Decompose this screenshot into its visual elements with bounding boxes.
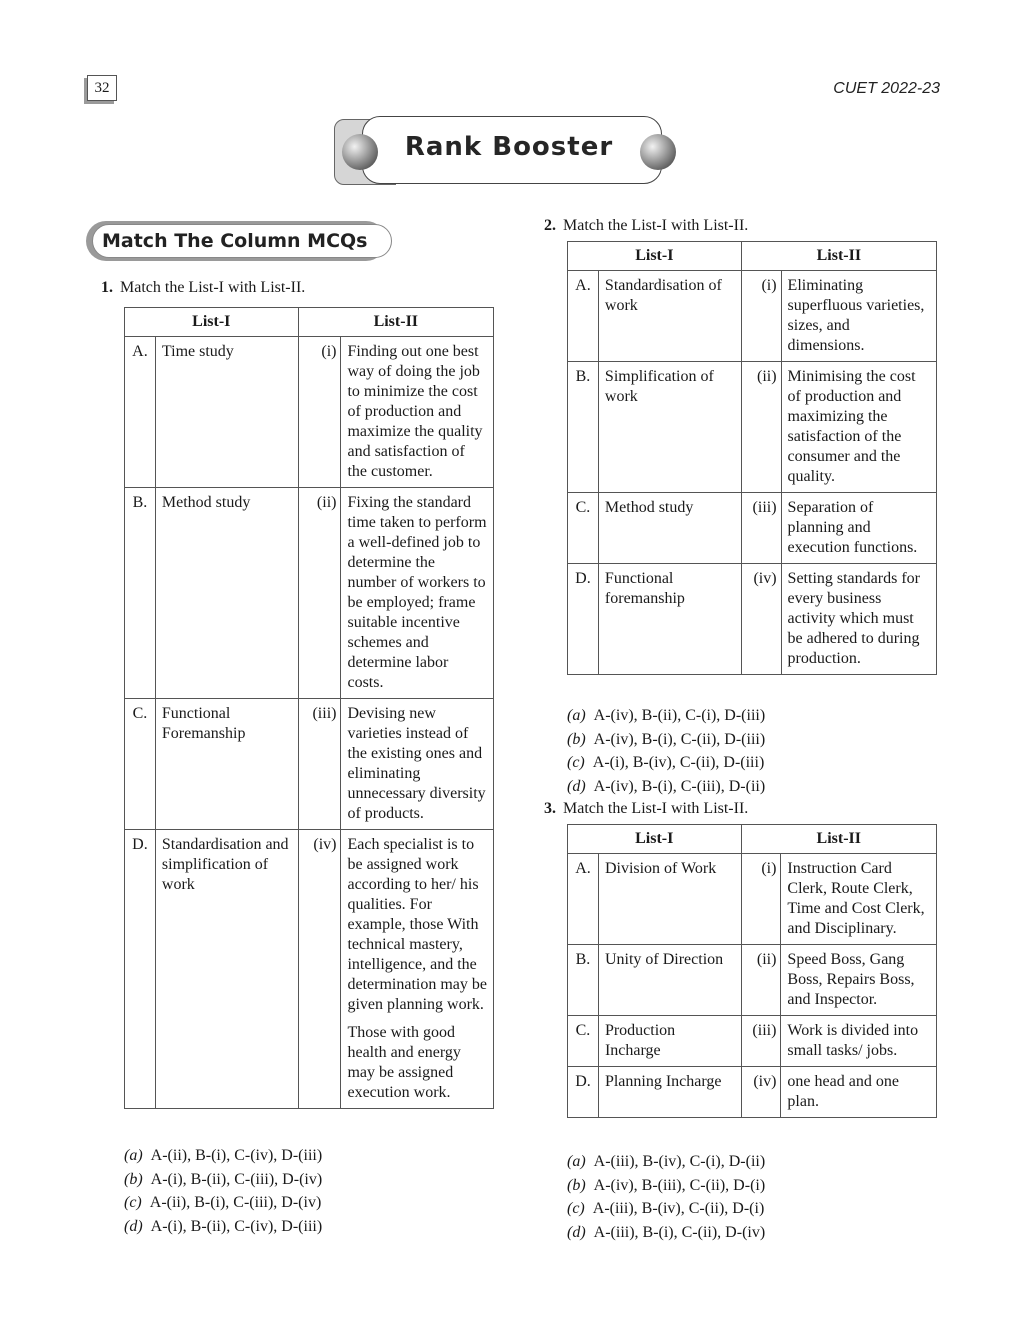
question-1-table: [124, 307, 494, 1109]
list-ii-item: Instruction Card Clerk, Route Clerk, Time and Cost Clerk, and Disciplinary.: [781, 854, 937, 945]
table-row: [125, 488, 494, 699]
question-number: 1.: [101, 279, 113, 296]
table-row: [568, 493, 937, 564]
option-text: A-(ii), B-(i), C-(iii), D-(iv): [149, 1194, 322, 1211]
list-ii-item-part-2: Those with good health and energy may be assigned execution work.: [347, 1024, 461, 1101]
list-i-item: Standardisation of work: [598, 271, 741, 362]
option-c[interactable]: [124, 1191, 322, 1215]
list-ii-number: (iv): [741, 564, 781, 675]
list-i-item: Functional foremanship: [598, 564, 741, 675]
row-letter: C.: [568, 1016, 599, 1067]
table-row: [568, 854, 937, 945]
option-a[interactable]: [124, 1144, 322, 1168]
row-letter: A.: [125, 337, 156, 488]
list-ii-item: Separation of planning and execution functions.: [781, 493, 936, 564]
option-label: (a): [567, 1153, 586, 1170]
option-text: A-(i), B-(ii), C-(iv), D-(iii): [150, 1217, 323, 1235]
option-label: (a): [567, 707, 586, 724]
sphere-icon-left: [342, 134, 378, 170]
list-ii-number: (iii): [741, 493, 781, 564]
list-ii-item: Eliminating superfluous varieties, sizes, and dimensions.: [781, 271, 936, 362]
table-row: [125, 699, 494, 830]
option-text: A-(iv), B-(iii), C-(ii), D-(i): [593, 1176, 766, 1194]
list-i-item: Functional Foremanship: [155, 699, 298, 830]
question-text: Match the List-I with List-II.: [563, 800, 749, 817]
list-ii-item: one head and one plan.: [781, 1067, 937, 1118]
question-number: 3.: [544, 800, 556, 817]
option-text: A-(iv), B-(i), C-(iii), D-(ii): [593, 777, 766, 795]
table-row: [568, 362, 937, 493]
row-letter: D.: [568, 1067, 599, 1118]
list-ii-number: (ii): [741, 362, 781, 493]
table-header-row: [568, 825, 937, 854]
question-2-options: [567, 704, 765, 798]
option-b[interactable]: [567, 728, 765, 752]
list-ii-item: Minimising the cost of production and maximizing the satisfaction of the consumer and the quality.: [781, 362, 936, 493]
table-row: [125, 830, 494, 1109]
option-b[interactable]: [567, 1174, 765, 1198]
option-d[interactable]: [124, 1215, 322, 1239]
list-i-item: Method study: [598, 493, 741, 564]
sphere-icon-right: [640, 134, 676, 170]
row-letter: B.: [125, 488, 156, 699]
question-2-table: [567, 241, 937, 675]
option-text: A-(iii), B-(iv), C-(i), D-(ii): [593, 1153, 766, 1170]
table-row: [568, 1067, 937, 1118]
option-label: (b): [567, 730, 586, 748]
list-ii-number: (iv): [741, 1067, 781, 1118]
row-letter: A.: [568, 271, 599, 362]
list-ii-number: (i): [741, 271, 781, 362]
option-d[interactable]: [567, 775, 765, 799]
row-letter: B.: [568, 362, 599, 493]
option-label: (b): [124, 1170, 143, 1188]
question-3-options: [567, 1150, 765, 1244]
list-i-header: List-I: [125, 308, 299, 337]
running-head: CUET 2022-23: [833, 80, 940, 97]
option-a[interactable]: [567, 704, 765, 728]
option-text: A-(iii), B-(iv), C-(ii), D-(i): [592, 1200, 765, 1217]
list-ii-item: Speed Boss, Gang Boss, Repairs Boss, and Inspector.: [781, 945, 937, 1016]
list-i-item: Production Incharge: [598, 1016, 741, 1067]
list-ii-number: (iii): [298, 699, 341, 830]
option-text: A-(iii), B-(i), C-(ii), D-(iv): [593, 1223, 766, 1241]
list-ii-header: List-II: [741, 825, 937, 854]
list-i-header: List-I: [568, 242, 742, 271]
row-letter: D.: [568, 564, 599, 675]
row-letter: B.: [568, 945, 599, 1016]
option-d[interactable]: [567, 1221, 765, 1245]
table-header-row: [568, 242, 937, 271]
page-number: 32: [87, 75, 117, 101]
option-label: (d): [567, 1223, 586, 1241]
question-1-options: [124, 1144, 322, 1238]
section-heading: [86, 221, 392, 261]
list-ii-item: Work is divided into small tasks/ jobs.: [781, 1016, 937, 1067]
option-label: (c): [567, 754, 585, 771]
list-ii-number: (i): [298, 337, 341, 488]
list-ii-number: (iii): [741, 1016, 781, 1067]
list-i-item: Unity of Direction: [598, 945, 741, 1016]
row-letter: D.: [125, 830, 156, 1109]
list-ii-item: Finding out one best way of doing the job to minimize the cost of production and maximize the quality and satisfaction of the customer.: [341, 337, 494, 488]
list-i-item: Time study: [155, 337, 298, 488]
list-i-item: Method study: [155, 488, 298, 699]
option-text: A-(iv), B-(i), C-(ii), D-(iii): [593, 730, 766, 748]
list-i-item: Simplification of work: [598, 362, 741, 493]
row-letter: A.: [568, 854, 599, 945]
question-3-stem: [544, 799, 748, 819]
list-ii-item: [341, 830, 494, 1109]
question-2-stem: [544, 216, 748, 236]
option-text: A-(iv), B-(ii), C-(i), D-(iii): [593, 707, 766, 724]
row-letter: C.: [125, 699, 156, 830]
list-ii-item: Fixing the standard time taken to perform a well-defined job to determine the number of workers to be employed; frame suitable incentive schemes and determine labor costs.: [341, 488, 494, 699]
section-heading-text: Match The Column MCQs: [102, 230, 368, 252]
table-header-row: [125, 308, 494, 337]
list-ii-number: (iv): [298, 830, 341, 1109]
list-ii-item: Devising new varieties instead of the existing ones and eliminating unnecessary diversity of products.: [341, 699, 494, 830]
rank-booster-banner: [334, 116, 674, 184]
question-text: Match the List-I with List-II.: [563, 217, 749, 234]
banner-title: Rank Booster: [404, 132, 614, 162]
option-c[interactable]: [567, 751, 765, 775]
table-row: [568, 271, 937, 362]
option-text: A-(i), B-(ii), C-(iii), D-(iv): [150, 1170, 323, 1188]
row-letter: C.: [568, 493, 599, 564]
list-ii-header: List-II: [741, 242, 936, 271]
table-row: [125, 337, 494, 488]
option-label: (b): [567, 1176, 586, 1194]
option-label: (c): [124, 1194, 142, 1211]
table-row: [568, 564, 937, 675]
option-text: A-(i), B-(iv), C-(ii), D-(iii): [592, 754, 765, 771]
list-ii-number: (ii): [298, 488, 341, 699]
option-c[interactable]: [567, 1197, 765, 1221]
option-label: (c): [567, 1200, 585, 1217]
option-text: A-(ii), B-(i), C-(iv), D-(iii): [150, 1147, 323, 1164]
question-number: 2.: [544, 217, 556, 234]
list-ii-number: (i): [741, 854, 781, 945]
list-ii-number: (ii): [741, 945, 781, 1016]
option-a[interactable]: [567, 1150, 765, 1174]
question-text: Match the List-I with List-II.: [120, 279, 306, 296]
list-ii-header: List-II: [298, 308, 493, 337]
list-i-header: List-I: [568, 825, 742, 854]
option-label: (d): [567, 777, 586, 795]
list-i-item: Standardisation and simplification of work: [155, 830, 298, 1109]
table-row: [568, 945, 937, 1016]
list-i-item: Planning Incharge: [598, 1067, 741, 1118]
list-i-item: Division of Work: [598, 854, 741, 945]
list-ii-item: Setting standards for every business activity which must be adhered to during production.: [781, 564, 936, 675]
table-row: [568, 1016, 937, 1067]
question-1-stem: [101, 278, 305, 298]
option-label: (d): [124, 1217, 143, 1235]
list-ii-item-part-1: Each specialist is to be assigned work according to her/ his qualities. For example, those With technical mastery, intelligence, and the determination may be given planning work.: [347, 836, 487, 1013]
option-label: (a): [124, 1147, 143, 1164]
question-3-table: [567, 824, 937, 1118]
option-b[interactable]: [124, 1168, 322, 1192]
